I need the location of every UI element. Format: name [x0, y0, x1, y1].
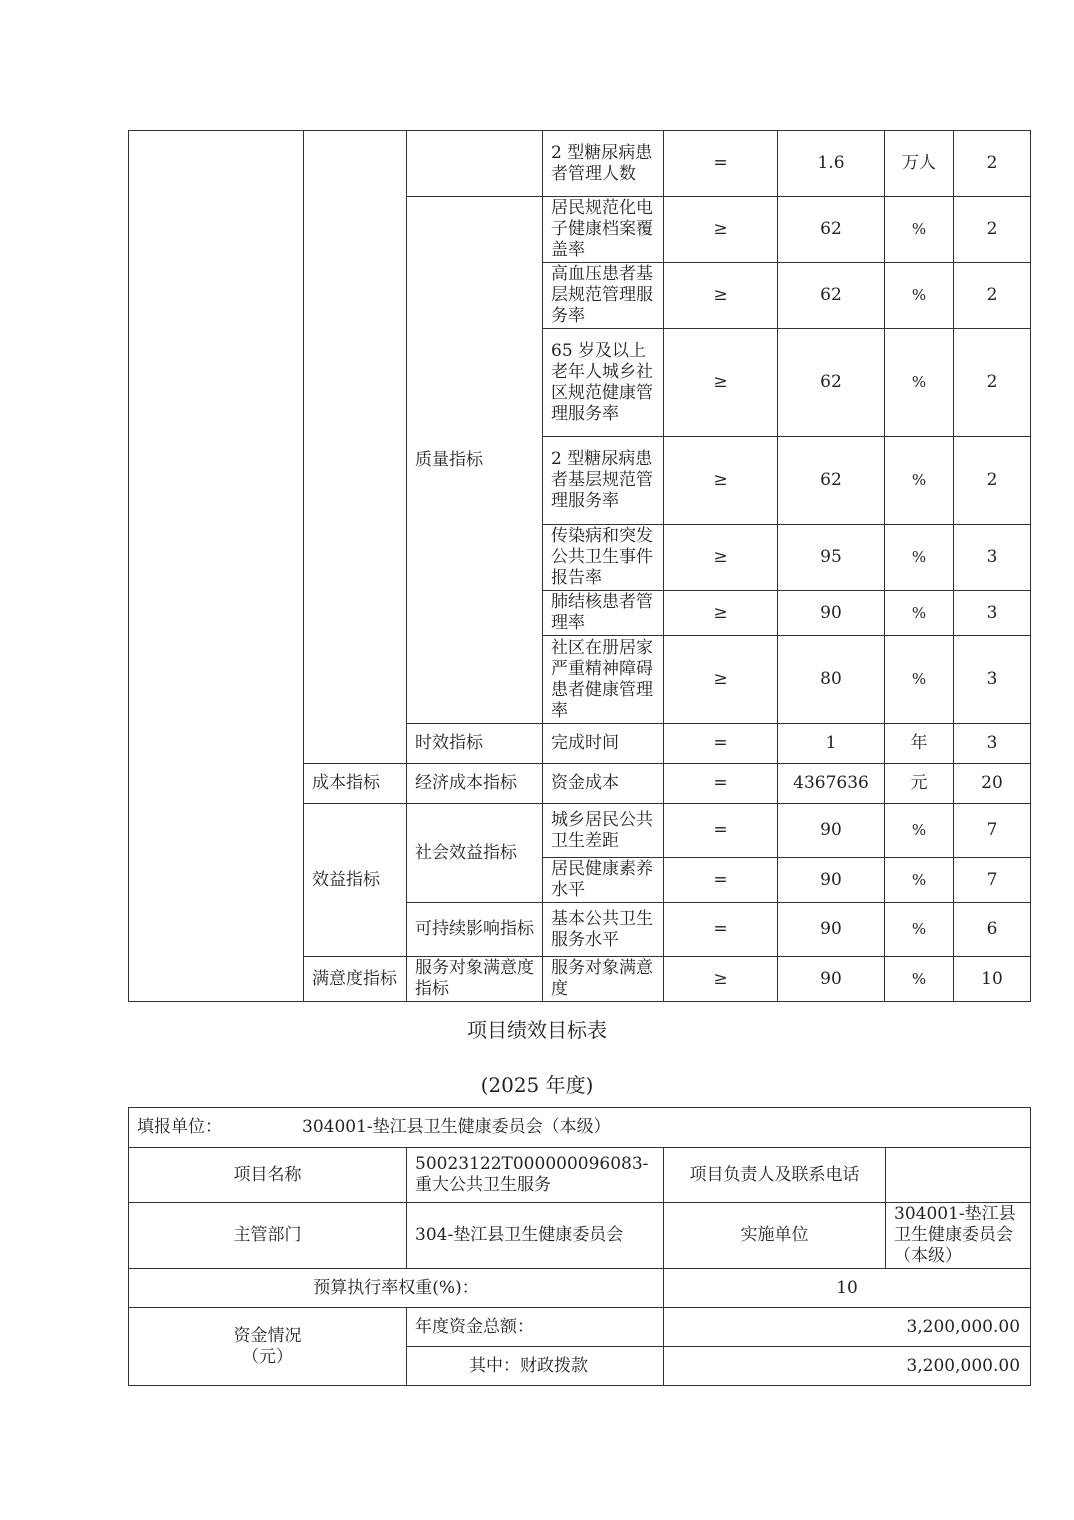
indicator-operator: ≥	[664, 263, 778, 329]
project-name-value: 50023122T000000096083-重大公共卫生服务	[407, 1148, 664, 1203]
fiscal-label: 其中：财政拨款	[407, 1347, 664, 1386]
indicator-name: 社区在册居家严重精神障碍患者健康管理率	[543, 636, 664, 724]
table-row	[129, 1308, 1031, 1347]
dept-label: 主管部门	[129, 1203, 407, 1269]
indicator-operator: =	[664, 131, 778, 197]
indicator-value: 95	[778, 525, 885, 591]
indicator-unit: 万人	[885, 131, 954, 197]
indicator-operator: =	[664, 764, 778, 804]
indicator-operator: ≥	[664, 525, 778, 591]
indicator-name: 基本公共卫生服务水平	[543, 903, 664, 957]
indicator-weight: 2	[954, 437, 1031, 525]
indicator-unit: %	[885, 636, 954, 724]
indicator-weight: 7	[954, 804, 1031, 858]
project-name-label: 项目名称	[129, 1148, 407, 1203]
indicator-name: 居民健康素养水平	[543, 858, 664, 903]
indicator-value: 62	[778, 263, 885, 329]
indicator-name: 2 型糖尿病患者基层规范管理服务率	[543, 437, 664, 525]
indicator-weight: 2	[954, 197, 1031, 263]
level2-sustainable: 可持续影响指标	[407, 903, 543, 957]
indicator-unit: %	[885, 858, 954, 903]
indicator-weight: 10	[954, 957, 1031, 1002]
indicator-unit: %	[885, 903, 954, 957]
indicator-name: 65 岁及以上老年人城乡社区规范健康管理服务率	[543, 329, 664, 437]
indicator-weight: 3	[954, 724, 1031, 764]
indicator-value: 90	[778, 858, 885, 903]
budget-weight-value: 10	[664, 1269, 1031, 1308]
indicator-value: 4367636	[778, 764, 885, 804]
indicator-unit: %	[885, 525, 954, 591]
indicator-weight: 20	[954, 764, 1031, 804]
indicator-value: 80	[778, 636, 885, 724]
indicator-value: 90	[778, 957, 885, 1002]
indicator-name: 高血压患者基层规范管理服务率	[543, 263, 664, 329]
indicator-weight: 3	[954, 636, 1031, 724]
fiscal-value: 3,200,000.00	[664, 1347, 1031, 1386]
indicator-name: 2 型糖尿病患者管理人数	[543, 131, 664, 197]
indicator-operator: ≥	[664, 957, 778, 1002]
level1-cost: 成本指标	[304, 764, 407, 804]
indicator-unit: %	[885, 957, 954, 1002]
indicator-name: 传染病和突发公共卫生事件报告率	[543, 525, 664, 591]
level2-service-satisfaction: 服务对象满意度指标	[407, 957, 543, 1002]
indicator-weight: 3	[954, 525, 1031, 591]
indicator-weight: 7	[954, 858, 1031, 903]
impl-label: 实施单位	[664, 1203, 886, 1269]
reporting-unit-value: 304001-垫江县卫生健康委员会（本级）	[302, 1117, 611, 1137]
level1-blank-cell	[304, 131, 407, 764]
indicator-unit: %	[885, 263, 954, 329]
indicator-operator: =	[664, 903, 778, 957]
reporting-unit-cell	[129, 1108, 1031, 1148]
table-row	[129, 1269, 1031, 1308]
indicator-operator: ≥	[664, 591, 778, 636]
indicator-name: 居民规范化电子健康档案覆盖率	[543, 197, 664, 263]
indicator-unit: %	[885, 437, 954, 525]
indicator-unit: 元	[885, 764, 954, 804]
indicator-weight: 3	[954, 591, 1031, 636]
table-row	[129, 1108, 1031, 1148]
table-row	[129, 1203, 1031, 1269]
indicator-unit: 年	[885, 724, 954, 764]
indicator-weight: 6	[954, 903, 1031, 957]
indicator-unit: %	[885, 591, 954, 636]
annual-total-value: 3,200,000.00	[664, 1308, 1031, 1347]
level2-timeliness: 时效指标	[407, 724, 543, 764]
indicator-weight: 2	[954, 263, 1031, 329]
reporting-unit-label: 填报单位：	[137, 1117, 222, 1137]
page-title: 项目绩效目标表	[467, 1018, 607, 1042]
indicator-operator: =	[664, 724, 778, 764]
indicator-value: 62	[778, 329, 885, 437]
indicator-value: 90	[778, 804, 885, 858]
indicator-value: 62	[778, 437, 885, 525]
indicator-operator: ≥	[664, 437, 778, 525]
indicator-operator: ≥	[664, 636, 778, 724]
indicator-name: 完成时间	[543, 724, 664, 764]
funds-label: 资金情况（元）	[129, 1308, 407, 1386]
indicator-name: 资金成本	[543, 764, 664, 804]
annual-total-label: 年度资金总额：	[407, 1308, 664, 1347]
indicator-value: 90	[778, 591, 885, 636]
indicator-value: 90	[778, 903, 885, 957]
contact-label: 项目负责人及联系电话	[664, 1148, 886, 1203]
budget-weight-label: 预算执行率权重(%)：	[129, 1269, 664, 1308]
indicator-operator: ≥	[664, 197, 778, 263]
level2-blank-cell	[407, 131, 543, 197]
indicator-operator: =	[664, 804, 778, 858]
indicator-value: 1	[778, 724, 885, 764]
level2-social-benefit: 社会效益指标	[407, 804, 543, 903]
indicator-weight: 2	[954, 131, 1031, 197]
indicator-weight: 2	[954, 329, 1031, 437]
indicator-operator: ≥	[664, 329, 778, 437]
project-info-table	[128, 1107, 1031, 1386]
contact-value	[886, 1148, 1031, 1203]
indicator-unit: %	[885, 197, 954, 263]
level2-quality: 质量指标	[407, 197, 543, 724]
level1-satisfaction: 满意度指标	[304, 957, 407, 1002]
indicator-table	[128, 130, 1031, 1002]
level1-blank-cell	[129, 131, 304, 1002]
indicator-unit: %	[885, 329, 954, 437]
page-subtitle: (2025 年度)	[480, 1073, 594, 1097]
indicator-value: 62	[778, 197, 885, 263]
table-row	[129, 131, 1031, 197]
indicator-operator: =	[664, 858, 778, 903]
table-row	[129, 1148, 1031, 1203]
level1-benefit: 效益指标	[304, 804, 407, 957]
indicator-unit: %	[885, 804, 954, 858]
indicator-value: 1.6	[778, 131, 885, 197]
indicator-name: 服务对象满意度	[543, 957, 664, 1002]
dept-value: 304-垫江县卫生健康委员会	[407, 1203, 664, 1269]
level2-economic-cost: 经济成本指标	[407, 764, 543, 804]
indicator-name: 肺结核患者管理率	[543, 591, 664, 636]
impl-value: 304001-垫江县卫生健康委员会（本级）	[886, 1203, 1031, 1269]
indicator-name: 城乡居民公共卫生差距	[543, 804, 664, 858]
